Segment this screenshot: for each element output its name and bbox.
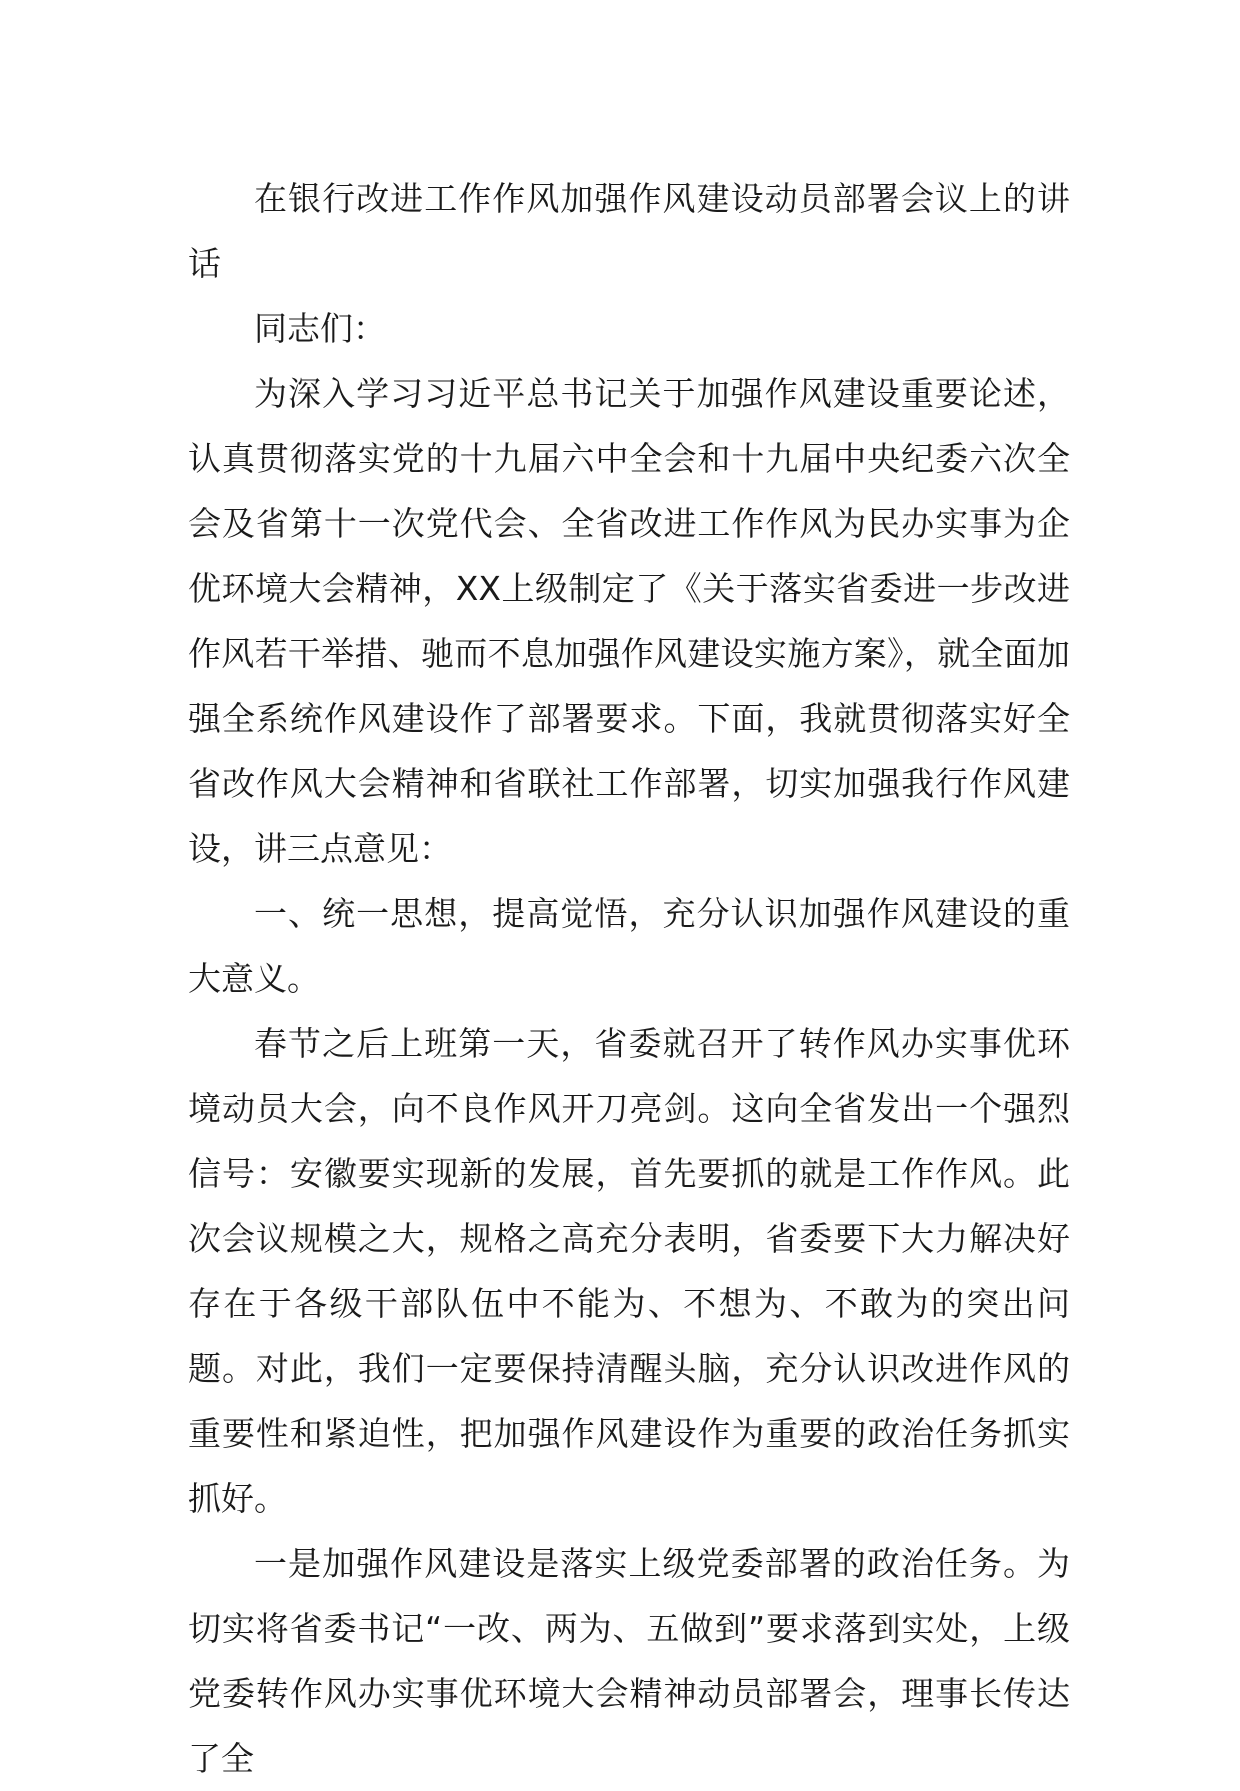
- salutation: 同志们：: [254, 309, 386, 348]
- paragraph-context: 春节之后上班第一天，省委就召开了转作风办实事优环境动员大会，向不良作风开刀亮剑。这向全省发出一个强烈信号：安徽要实现新的发展，首先要抓的就是工作作风。此次会议规模之大，规格之高充分表明，省委要下大力解决好存在于各级干部队伍中不能为、不想为、不敢为的突出问题。对此，我们一定要保持清醒头脑，充分认识改进作风的重要性和紧迫性，把加强作风建设作为重要的政治任务抓实抓好。: [188, 1024, 1070, 1518]
- paragraph-intro: 为深入学习习近平总书记关于加强作风建设重要论述，认真贯彻落实党的十九届六中全会和十九届中央纪委六次全会及省第十一次党代会、全省改进工作作风为民办实事为企优环境大会精神，XX上级制定了《关于落实省委进一步改进作风若干举措、驰而不息加强作风建设实施方案》，就全面加强全系统作风建设作了部署要求。下面，我就贯彻落实好全省改作风大会精神和省联社工作部署，切实加强我行作风建设，讲三点意见：: [188, 374, 1070, 868]
- document-title: 在银行改进工作作风加强作风建设动员部署会议上的讲话: [188, 179, 1070, 283]
- section-heading-1: 一、统一思想，提高觉悟，充分认识加强作风建设的重大意义。: [188, 894, 1070, 998]
- document-body: [188, 166, 1070, 1791]
- paragraph-point-1: 一是加强作风建设是落实上级党委部署的政治任务。为切实将省委书记“一改、两为、五做到”要求落到实处，上级党委转作风办实事优环境大会精神动员部署会，理事长传达了全: [188, 1544, 1070, 1778]
